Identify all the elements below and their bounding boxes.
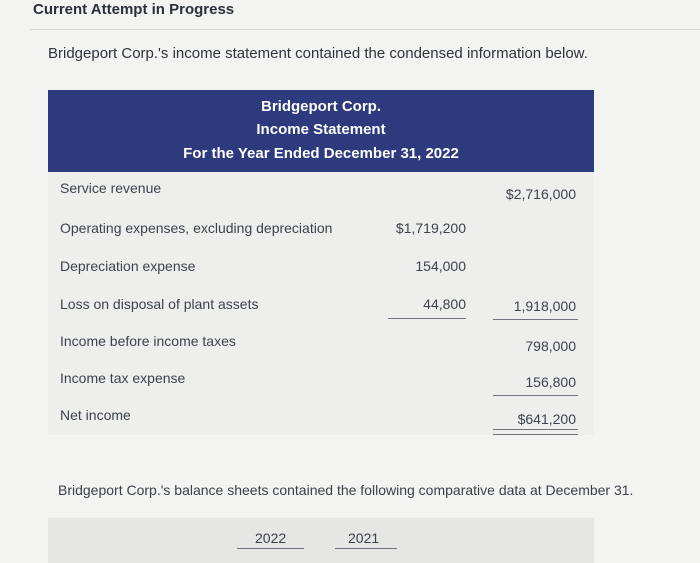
statement-row [48,258,594,280]
statement-period: For the Year Ended December 31, 2022 [183,145,459,162]
balance-intro: Bridgeport Corp.'s balance sheets contained the following comparative data at December 31. [58,482,634,498]
header-divider [30,29,700,30]
row-label: Income before income taxes [60,333,236,349]
year-header-2022: 2022 [255,530,287,546]
subtotal-underline [493,319,578,320]
statement-row [48,220,594,242]
row-label: Service revenue [60,180,162,196]
row-amount-detail: 44,800 [423,296,466,312]
statement-row [48,370,594,392]
intro-text: Bridgeport Corp.'s income statement contained the condensed information below. [48,45,588,62]
row-amount-detail: 154,000 [415,258,466,274]
row-label: Operating expenses, excluding depreciation [60,220,333,236]
subtotal-underline [493,395,578,396]
row-amount-total: 1,918,000 [513,298,576,314]
income-statement [48,90,594,435]
subtotal-underline [388,318,466,319]
statement-row [48,296,594,318]
total-double-underline [493,429,578,435]
row-amount-total: 156,800 [525,374,576,390]
attempt-title: Current Attempt in Progress [33,1,235,18]
row-amount-total: $641,200 [517,411,576,427]
row-label: Depreciation expense [60,258,196,274]
year-underline [237,548,304,549]
statement-row [48,180,594,202]
row-label: Net income [60,407,131,423]
company-name: Bridgeport Corp. [261,98,381,115]
statement-header [48,90,594,172]
row-label: Income tax expense [60,370,186,386]
year-underline [335,548,397,549]
statement-row [48,333,594,355]
statement-title: Income Statement [256,121,386,138]
row-amount-total: $2,716,000 [505,186,576,202]
balance-table [48,518,594,563]
statement-row [48,407,594,429]
year-header-2021: 2021 [348,530,380,546]
row-label: Loss on disposal of plant assets [60,296,259,312]
row-amount-total: 798,000 [525,338,576,354]
row-amount-detail: $1,719,200 [395,220,466,236]
